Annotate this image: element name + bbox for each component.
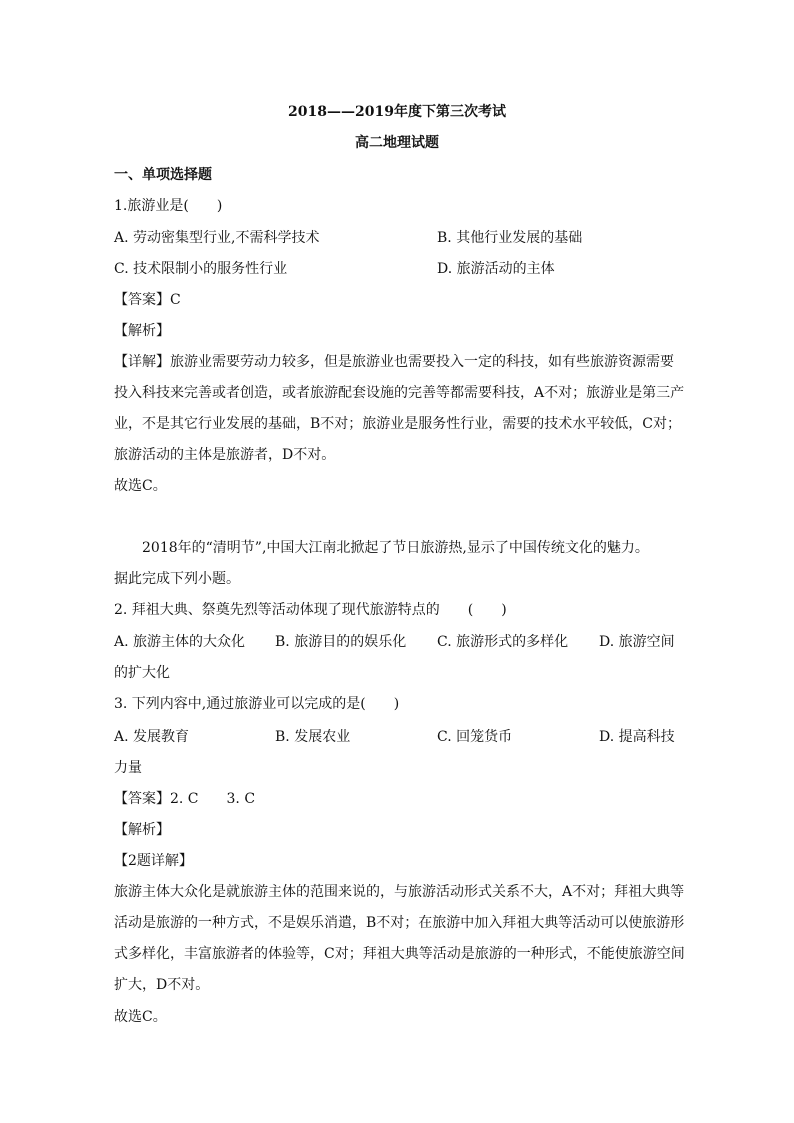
group-2-answer: 【答案】2. C 3. C xyxy=(114,791,256,807)
question-2-detail-line: 旅游主体大众化是就旅游主体的范围来说的，与旅游活动形式关系不大，A不对；拜祖大典等 xyxy=(114,884,685,900)
material-text: 2018年的“清明节”,中国大江南北掀起了节日旅游热,显示了中国传统文化的魅力。 xyxy=(142,540,649,556)
question-2-detail-line: 扩大，D不对。 xyxy=(114,977,210,993)
exam-subtitle: 高二地理试题 xyxy=(355,135,439,151)
question-2-detail-line: 式多样化，丰富旅游者的体验等，C对；拜祖大典等活动是旅游的一种形式，不能使旅游空间 xyxy=(114,946,685,962)
question-2-option-b: B. 旅游目的的娱乐化 xyxy=(275,634,407,650)
material-instruction: 据此完成下列小题。 xyxy=(114,571,240,587)
question-2-conclusion: 故选C。 xyxy=(114,1009,167,1025)
question-3-option-c: C. 回笼货币 xyxy=(437,729,513,745)
question-3-option-d-wrap: 力量 xyxy=(114,760,142,776)
question-3-option-b: B. 发展农业 xyxy=(275,729,351,745)
question-1-option-d: D. 旅游活动的主体 xyxy=(437,261,555,277)
exam-title: 2018——2019年度下第三次考试 xyxy=(288,104,506,120)
question-2-option-d-wrap: 的扩大化 xyxy=(114,665,170,681)
question-1-detail-line: 【详解】旅游业需要劳动力较多，但是旅游业也需要投入一定的科技，如有些旅游资源需要 xyxy=(114,354,674,370)
question-2-detail-label: 【2题详解】 xyxy=(114,853,193,869)
question-1-option-a: A. 劳动密集型行业,不需科学技术 xyxy=(114,230,320,246)
question-3-option-d: D. 提高科技 xyxy=(599,729,675,745)
question-1-option-c: C. 技术限制小的服务性行业 xyxy=(114,261,288,277)
group-2-analysis-label: 【解析】 xyxy=(114,822,170,838)
question-1-detail-line: 业，不是其它行业发展的基础，B不对；旅游业是服务性行业，需要的技术水平较低，C对； xyxy=(114,416,681,432)
question-2-option-c: C. 旅游形式的多样化 xyxy=(437,634,569,650)
question-1-analysis-label: 【解析】 xyxy=(114,323,170,339)
question-1-option-b: B. 其他行业发展的基础 xyxy=(437,230,583,246)
question-1-conclusion: 故选C。 xyxy=(114,478,167,494)
question-2-option-d: D. 旅游空间 xyxy=(599,634,675,650)
question-2-detail-line: 活动是旅游的一种方式，不是娱乐消遣，B不对；在旅游中加入拜祖大典等活动可以使旅游形 xyxy=(114,915,685,931)
question-2-option-a: A. 旅游主体的大众化 xyxy=(114,634,246,650)
section-heading: 一、单项选择题 xyxy=(114,167,212,183)
question-1-stem: 1.旅游业是( ) xyxy=(114,198,223,214)
question-1-detail-line: 投入科技来完善或者创造，或者旅游配套设施的完善等都需要科技，A不对；旅游业是第三产 xyxy=(114,385,685,401)
question-3-option-a: A. 发展教育 xyxy=(114,729,190,745)
question-3-stem: 3. 下列内容中,通过旅游业可以完成的是( ) xyxy=(114,696,400,712)
question-1-answer: 【答案】C xyxy=(114,292,181,308)
question-2-stem: 2. 拜祖大典、祭奠先烈等活动体现了现代旅游特点的 ( ) xyxy=(114,602,507,618)
question-1-detail-line: 旅游活动的主体是旅游者，D不对。 xyxy=(114,447,336,463)
